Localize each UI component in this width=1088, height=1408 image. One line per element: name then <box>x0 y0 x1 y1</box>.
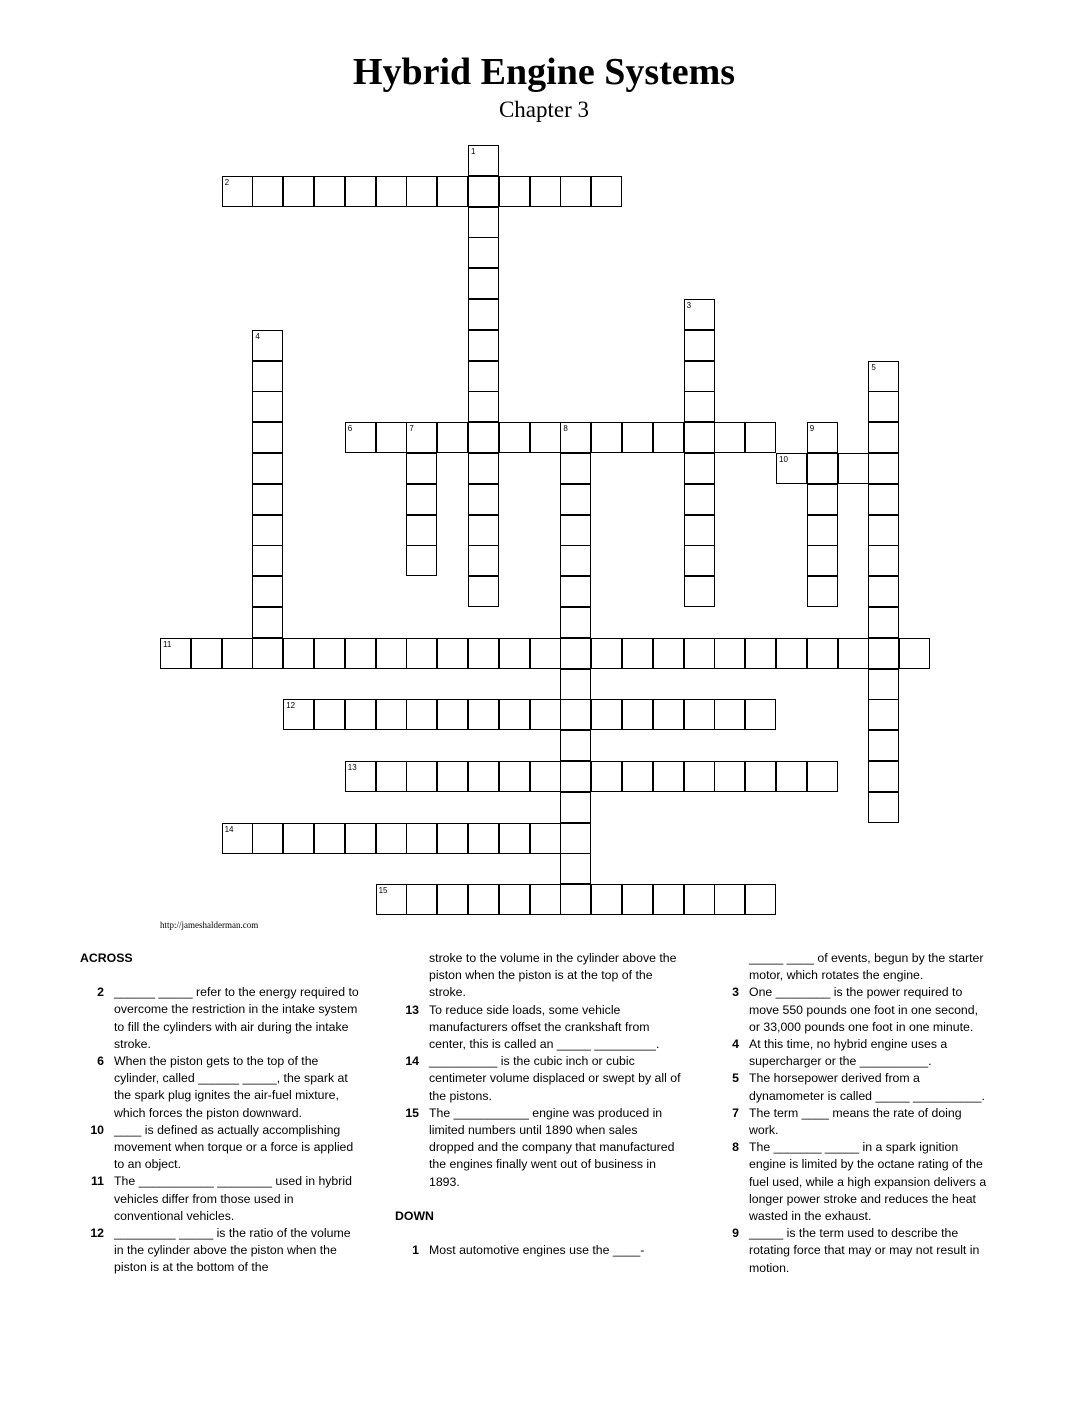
crossword-cell[interactable] <box>684 484 715 515</box>
crossword-cell[interactable] <box>838 638 869 669</box>
crossword-cell[interactable] <box>252 638 283 669</box>
crossword-cell[interactable] <box>684 515 715 546</box>
clue-text: When the piston gets to the top of the cylinder, called ______ _____, the spark at the spark plug ignites the air-fuel mixture, which forces the piston downward. <box>114 1054 348 1120</box>
crossword-cell[interactable] <box>560 884 591 915</box>
crossword-cell[interactable] <box>252 515 283 546</box>
crossword-cell[interactable] <box>283 638 314 669</box>
across-clue-list <box>80 984 360 1276</box>
crossword-cell[interactable] <box>868 453 899 484</box>
cell-number: 5 <box>871 362 876 372</box>
clue-text: The _______ _____ in a spark ignition engine is limited by the octane rating of the fuel used, while a high expansion delivers a longer power stroke and reduces the heat wasted in the exhaust. <box>749 1140 987 1224</box>
crossword-cell[interactable] <box>591 422 622 453</box>
crossword-cell[interactable] <box>868 576 899 607</box>
crossword-cell[interactable] <box>653 699 684 730</box>
footer-url: http://jameshalderman.com <box>160 920 259 930</box>
crossword-cell[interactable] <box>807 576 838 607</box>
crossword-cell[interactable] <box>530 422 561 453</box>
crossword-cell[interactable] <box>191 638 222 669</box>
crossword-cell[interactable] <box>560 515 591 546</box>
crossword-cell[interactable] <box>714 422 745 453</box>
crossword-cell[interactable] <box>314 823 345 854</box>
crossword-cell[interactable] <box>252 361 283 392</box>
crossword-cell[interactable] <box>591 761 622 792</box>
clue-number: 11 <box>91 1174 104 1189</box>
crossword-cell[interactable] <box>406 484 437 515</box>
crossword-cell[interactable] <box>406 884 437 915</box>
crossword-cell[interactable] <box>437 176 468 207</box>
crossword-cell[interactable] <box>530 761 561 792</box>
crossword-cell[interactable] <box>530 638 561 669</box>
crossword-cell[interactable] <box>499 422 530 453</box>
crossword-cell[interactable] <box>807 484 838 515</box>
crossword-cell[interactable] <box>468 268 499 299</box>
clue-text: _________ _____ is the ratio of the volume in the cylinder above the piston when the piston is at the bottom of the <box>114 1226 351 1275</box>
cell-number: 7 <box>409 424 414 434</box>
crossword-cell[interactable] <box>252 176 283 207</box>
crossword-cell[interactable] <box>868 607 899 638</box>
crossword-cell[interactable] <box>745 884 776 915</box>
page-subtitle: Chapter 3 <box>498 97 590 122</box>
clue-across-11 <box>80 1173 360 1225</box>
crossword-cell[interactable] <box>807 515 838 546</box>
clue-across-10 <box>80 1122 360 1174</box>
cell-number: 10 <box>779 455 788 464</box>
crossword-cell[interactable] <box>684 761 715 792</box>
crossword-cell[interactable] <box>437 422 468 453</box>
crossword-cell[interactable] <box>499 699 530 730</box>
crossword-cell[interactable] <box>868 391 899 422</box>
crossword-cell[interactable] <box>345 699 376 730</box>
crossword-cell[interactable] <box>684 422 715 453</box>
cell-number: 1 <box>471 147 476 156</box>
crossword-cell[interactable] <box>684 576 715 607</box>
cell-number: 9 <box>809 424 815 434</box>
crossword-cell[interactable] <box>714 699 745 730</box>
cell-number: 14 <box>224 824 234 834</box>
clue-number: 12 <box>90 1226 104 1241</box>
crossword-cell[interactable] <box>684 391 715 422</box>
clue-down-9 <box>715 1225 990 1277</box>
cell-number: 2 <box>224 177 230 187</box>
clue-column-2 <box>395 950 685 1259</box>
crossword-cell[interactable] <box>345 823 376 854</box>
clue-column-3 <box>715 950 990 1277</box>
clue-text: Most automotive engines use the ____- <box>429 1243 645 1258</box>
crossword-cell[interactable] <box>560 730 591 761</box>
crossword-cell[interactable] <box>714 884 745 915</box>
crossword-cell[interactable] <box>776 638 807 669</box>
crossword-cell[interactable] <box>745 638 776 669</box>
clue-down-5 <box>715 1070 990 1104</box>
crossword-cell[interactable] <box>468 484 499 515</box>
crossword-cell[interactable] <box>714 638 745 669</box>
clue-text: ______ _____ refer to the energy required to overcome the restriction in the intake system to fill the cylinders with air during the intake stroke. <box>114 985 359 1051</box>
crossword-cell[interactable] <box>807 545 838 576</box>
crossword-cell[interactable] <box>745 699 776 730</box>
clue-across-14 <box>395 1053 685 1105</box>
crossword-cell[interactable] <box>868 792 899 823</box>
crossword-cell[interactable] <box>560 792 591 823</box>
clue-number: 5 <box>732 1071 739 1086</box>
crossword-cell[interactable] <box>499 823 530 854</box>
crossword-cell[interactable] <box>807 453 838 484</box>
cell-number: 11 <box>163 639 172 649</box>
clue-number: 9 <box>732 1226 739 1241</box>
crossword-cell[interactable] <box>560 576 591 607</box>
clue-across-2 <box>80 984 360 1053</box>
crossword-cell[interactable] <box>376 638 407 669</box>
crossword-cell[interactable] <box>468 884 499 915</box>
crossword-cell[interactable] <box>684 638 715 669</box>
clue-down-1 <box>395 1242 685 1259</box>
crossword-cell[interactable] <box>468 823 499 854</box>
clue-number: 13 <box>405 1002 419 1017</box>
crossword-cell[interactable] <box>499 884 530 915</box>
crossword-cell[interactable] <box>468 545 499 576</box>
crossword-cell[interactable] <box>437 699 468 730</box>
crossword-cell[interactable] <box>868 422 899 453</box>
crossword-cell[interactable] <box>468 237 499 268</box>
clue-text: ____ is defined as actually accomplishing movement when torque or a force is applied to an object. <box>114 1122 354 1172</box>
crossword-cell[interactable] <box>406 823 437 854</box>
crossword-cell[interactable] <box>684 884 715 915</box>
crossword-cell[interactable] <box>653 761 684 792</box>
clue-text: _____ is the term used to describe the rotating force that may or may not result in motion. <box>749 1226 980 1275</box>
cell-number: 13 <box>347 763 357 772</box>
crossword-cell[interactable] <box>530 699 561 730</box>
clue-across-15 <box>395 1105 685 1191</box>
crossword-cell[interactable] <box>560 176 591 207</box>
crossword-cell[interactable] <box>283 823 314 854</box>
clue-across-6 <box>80 1053 360 1122</box>
crossword-cell[interactable] <box>807 638 838 669</box>
crossword-cell[interactable] <box>437 823 468 854</box>
crossword-cell[interactable] <box>684 699 715 730</box>
clue-number: 14 <box>405 1054 419 1069</box>
crossword-cell[interactable] <box>499 176 530 207</box>
cell-number: 15 <box>378 886 388 896</box>
cell-number: 3 <box>686 301 692 310</box>
crossword-cell[interactable] <box>560 453 591 484</box>
crossword-cell[interactable] <box>684 361 715 392</box>
crossword-cell[interactable] <box>684 545 715 576</box>
crossword-cell[interactable] <box>560 823 591 854</box>
crossword-cell[interactable] <box>468 453 499 484</box>
crossword-cell[interactable] <box>499 761 530 792</box>
cell-number: 12 <box>286 701 296 711</box>
clue-number: 10 <box>90 1122 104 1137</box>
crossword-cell[interactable] <box>376 761 407 792</box>
crossword-cell[interactable] <box>314 699 345 730</box>
crossword-cell[interactable] <box>406 699 437 730</box>
crossword-cell[interactable] <box>468 330 499 361</box>
crossword-cell[interactable] <box>314 638 345 669</box>
crossword-cell[interactable] <box>560 607 591 638</box>
crossword-cell[interactable] <box>376 823 407 854</box>
clue-continuation: stroke to the volume in the cylinder above the piston when the piston is at the top of the stroke. <box>429 951 677 1000</box>
crossword-cell[interactable] <box>684 453 715 484</box>
crossword-cell[interactable] <box>868 730 899 761</box>
page-title: Hybrid Engine Systems <box>352 51 736 93</box>
crossword-cell[interactable] <box>468 699 499 730</box>
crossword-cell[interactable] <box>591 699 622 730</box>
across-heading: ACROSS <box>80 951 133 965</box>
crossword-cell[interactable] <box>345 176 376 207</box>
clue-number: 7 <box>732 1105 739 1120</box>
crossword-cell[interactable] <box>684 330 715 361</box>
crossword-cell[interactable] <box>591 638 622 669</box>
clue-text: At this time, no hybrid engine uses a supercharger or the __________. <box>749 1037 948 1069</box>
clue-across-12 <box>80 1225 360 1277</box>
clue-text: The ___________ ________ used in hybrid vehicles differ from those used in conventional vehicles. <box>114 1174 352 1223</box>
crossword-cell[interactable] <box>868 484 899 515</box>
crossword-cell[interactable] <box>622 699 653 730</box>
clue-text: To reduce side loads, some vehicle manufacturers offset the crankshaft from center, this is called an _____ _________. <box>429 1002 660 1052</box>
crossword-cell[interactable] <box>376 176 407 207</box>
crossword-cell[interactable] <box>406 545 437 576</box>
clue-number: 6 <box>97 1054 104 1069</box>
crossword-cell[interactable] <box>591 884 622 915</box>
crossword-cell[interactable] <box>252 545 283 576</box>
crossword-cell[interactable] <box>560 669 591 700</box>
clue-down-3 <box>715 984 990 1036</box>
clue-text: One ________ is the power required to move 550 pounds one foot in one second, or 33,000 pounds one foot in one minute. <box>749 985 979 1034</box>
clue-number: 3 <box>732 985 739 1000</box>
crossword-cell[interactable] <box>622 884 653 915</box>
crossword-cell[interactable] <box>530 176 561 207</box>
crossword-cell[interactable] <box>653 638 684 669</box>
crossword-cell[interactable] <box>406 638 437 669</box>
crossword-cell[interactable] <box>252 422 283 453</box>
crossword-cell[interactable] <box>745 761 776 792</box>
clue-number: 4 <box>732 1037 739 1052</box>
clue-number: 2 <box>97 985 104 1000</box>
crossword-cell[interactable] <box>530 823 561 854</box>
crossword-cell[interactable] <box>745 422 776 453</box>
crossword-cell[interactable] <box>868 638 899 669</box>
crossword-cell[interactable] <box>437 884 468 915</box>
clue-continuation: _____ ____ of events, begun by the starter motor, which rotates the engine. <box>749 951 984 983</box>
crossword-cell[interactable] <box>622 761 653 792</box>
crossword-cell[interactable] <box>838 453 869 484</box>
clue-across-13 <box>395 1002 685 1054</box>
crossword-cell[interactable] <box>868 515 899 546</box>
clue-number: 1 <box>412 1243 419 1258</box>
cell-number: 4 <box>255 331 260 341</box>
crossword-cell[interactable] <box>868 761 899 792</box>
crossword-cell[interactable] <box>345 638 376 669</box>
crossword-cell[interactable] <box>406 761 437 792</box>
clue-column-1 <box>80 950 360 1277</box>
crossword-cell[interactable] <box>468 515 499 546</box>
clue-text: The horsepower derived from a dynamometer is called _____ __________. <box>749 1071 985 1103</box>
cell-number: 8 <box>563 424 568 434</box>
crossword-cell[interactable] <box>468 391 499 422</box>
clue-down-7 <box>715 1105 990 1139</box>
clue-text: The term ____ means the rate of doing work. <box>749 1105 962 1138</box>
crossword-cell[interactable] <box>468 761 499 792</box>
clue-down-8 <box>715 1139 990 1225</box>
crossword-cell[interactable] <box>406 176 437 207</box>
crossword-cell[interactable] <box>468 207 499 238</box>
crossword-cell[interactable] <box>468 576 499 607</box>
crossword-cell[interactable] <box>560 545 591 576</box>
crossword-cell[interactable] <box>437 761 468 792</box>
cell-number: 6 <box>347 424 353 434</box>
crossword-cell[interactable] <box>499 638 530 669</box>
clue-text: __________ is the cubic inch or cubic centimeter volume displaced or swept by all of the pistons. <box>429 1054 681 1103</box>
crossword-cell[interactable] <box>807 761 838 792</box>
crossword-cell[interactable] <box>468 638 499 669</box>
crossword-cell[interactable] <box>591 176 622 207</box>
crossword-cell[interactable] <box>252 391 283 422</box>
crossword-cell[interactable] <box>714 761 745 792</box>
crossword-cell[interactable] <box>252 453 283 484</box>
crossword-cell[interactable] <box>468 299 499 330</box>
crossword-cell[interactable] <box>468 361 499 392</box>
crossword-cell[interactable] <box>868 669 899 700</box>
crossword-cell[interactable] <box>283 176 314 207</box>
down-heading: DOWN <box>395 1208 434 1223</box>
crossword-cell[interactable] <box>314 176 345 207</box>
crossword-cell[interactable] <box>622 422 653 453</box>
crossword-cell[interactable] <box>868 699 899 730</box>
crossword-cell[interactable] <box>560 853 591 884</box>
crossword-cell[interactable] <box>252 576 283 607</box>
crossword-cell[interactable] <box>868 545 899 576</box>
crossword-cell[interactable] <box>252 607 283 638</box>
crossword-cell[interactable] <box>468 176 499 207</box>
clue-text: The ___________ engine was produced in limited numbers until 1890 when sales dropped and the company that manufactured the engines finally went out of business in 1893. <box>429 1105 675 1189</box>
crossword-cell[interactable] <box>222 638 253 669</box>
crossword-cell[interactable] <box>530 884 561 915</box>
crossword-cell[interactable] <box>653 422 684 453</box>
crossword-cell[interactable] <box>560 638 591 669</box>
clue-number: 8 <box>732 1140 739 1155</box>
crossword-cell[interactable] <box>560 484 591 515</box>
crossword-cell[interactable] <box>560 699 591 730</box>
crossword-cell[interactable] <box>252 484 283 515</box>
crossword-cell[interactable] <box>622 638 653 669</box>
crossword-cell[interactable] <box>776 761 807 792</box>
crossword-cell[interactable] <box>406 453 437 484</box>
crossword-cell[interactable] <box>653 884 684 915</box>
crossword-cell[interactable] <box>468 422 499 453</box>
crossword-cell[interactable] <box>406 515 437 546</box>
crossword-cell[interactable] <box>437 638 468 669</box>
crossword-cell[interactable] <box>376 422 407 453</box>
clue-number: 15 <box>405 1105 419 1120</box>
crossword-cell[interactable] <box>376 699 407 730</box>
crossword-cell[interactable] <box>899 638 930 669</box>
crossword-cell[interactable] <box>560 761 591 792</box>
clue-down-4 <box>715 1036 990 1070</box>
crossword-cell[interactable] <box>252 823 283 854</box>
